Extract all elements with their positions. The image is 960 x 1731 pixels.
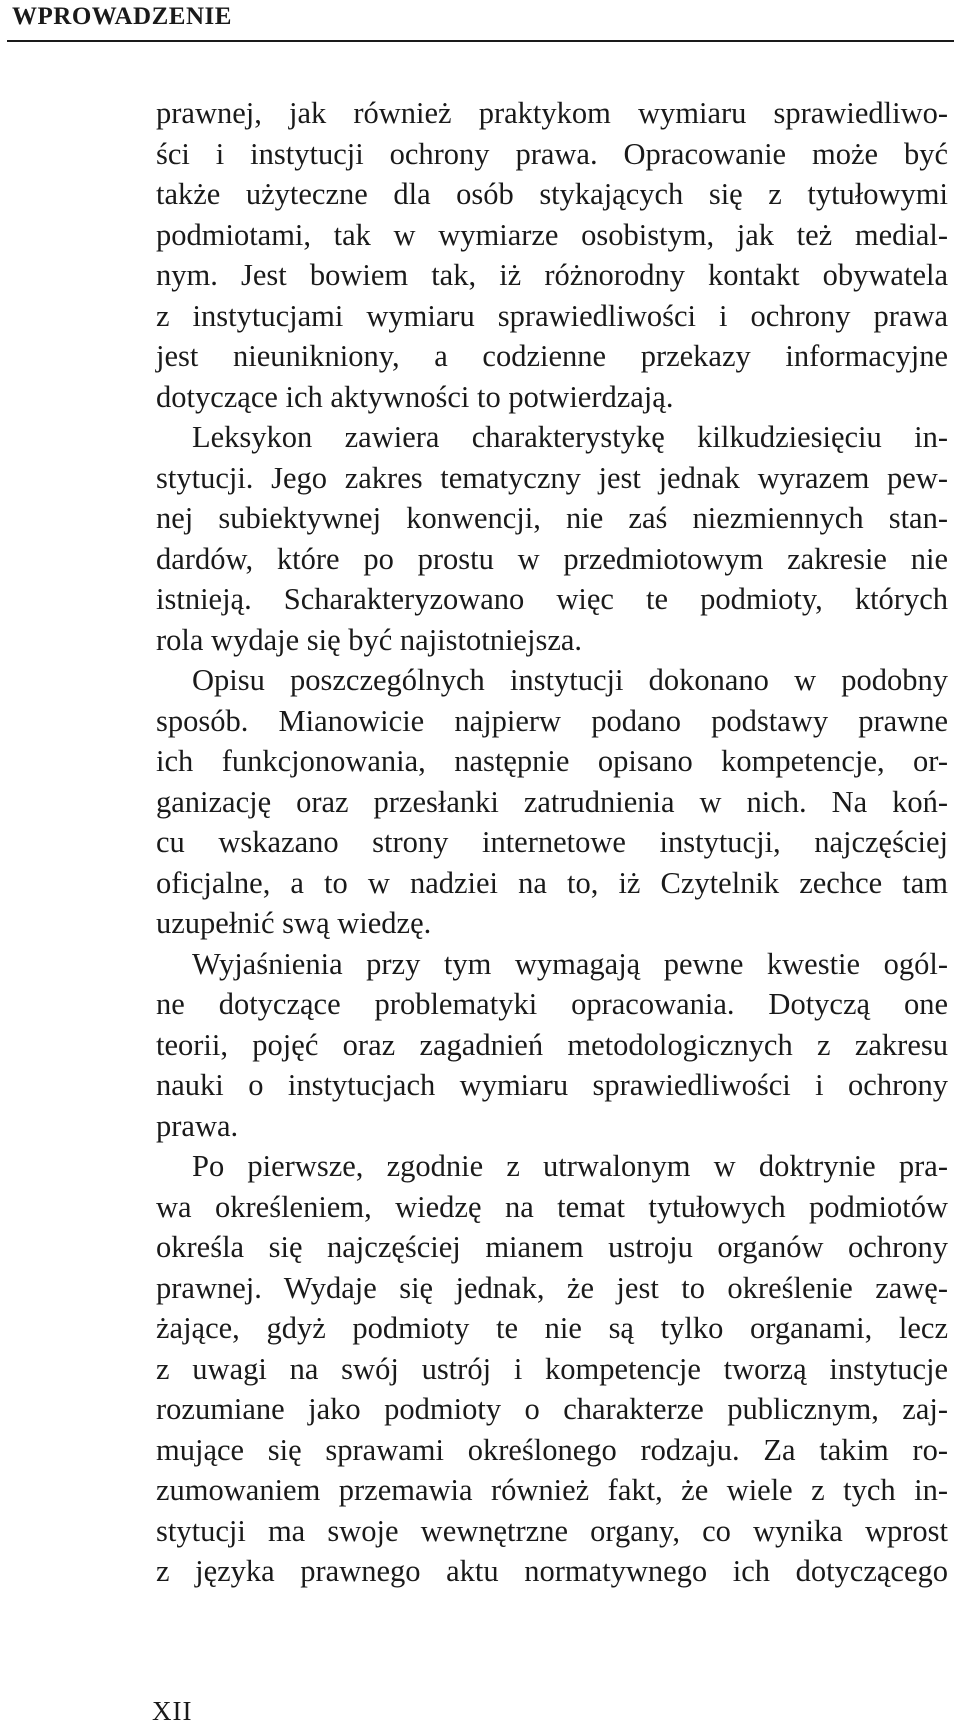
running-head: WPROWADZENIE — [12, 3, 232, 30]
text-line: dardów, które po prostu w przedmiotowym zakresie nie — [156, 541, 948, 576]
text-line: Leksykon zawiera charakterystykę kilkudziesięciu in- — [192, 420, 948, 454]
text-line: ści i instytucji ochrony prawa. Opracowanie może być — [156, 136, 948, 171]
text-line: uzupełnić swą wiedzę. — [156, 906, 432, 940]
text-line: prawa. — [156, 1108, 239, 1143]
text-line: prawnej. Wydaje się jednak, że jest to określenie zawę- — [156, 1270, 948, 1305]
text-line: podmiotami, tak w wymiarze osobistym, jak też medial- — [156, 217, 948, 252]
text-line: z instytucjami wymiaru sprawiedliwości i ochrony prawa — [156, 298, 948, 333]
text-line: teorii, pojęć oraz zagadnień metodologicznych z zakresu — [156, 1027, 948, 1062]
text-line: stytucji ma swoje wewnętrzne organy, co wynika wprost — [156, 1513, 948, 1548]
text-line: nym. Jest bowiem tak, iż różnorodny kontakt obywatela — [156, 258, 948, 292]
text-line: żające, gdyż podmioty te nie są tylko organami, lecz — [156, 1311, 948, 1345]
text-line: dotyczące ich aktywności to potwierdzają. — [156, 379, 674, 414]
text-line: mujące się sprawami określonego rodzaju. Za takim ro- — [156, 1432, 948, 1467]
text-line: także użyteczne dla osób stykających się z tytułowymi — [156, 177, 948, 211]
text-line: Po pierwsze, zgodnie z utrwalonym w doktrynie pra- — [192, 1149, 948, 1183]
body-text — [156, 93, 948, 1592]
text-line: istnieją. Scharakteryzowano więc te podmioty, których — [156, 582, 948, 616]
text-line: z uwagi na swój ustrój i kompetencje tworzą instytucje — [156, 1351, 948, 1386]
text-line: Wyjaśnienia przy tym wymagają pewne kwestie ogól- — [192, 946, 948, 981]
text-line: nej subiektywnej konwencji, nie zaś niezmiennych stan- — [156, 501, 948, 535]
text-line: określa się najczęściej mianem ustroju organów ochrony — [156, 1230, 948, 1264]
text-line: sposób. Mianowicie najpierw podano podstawy prawne — [156, 703, 948, 738]
text-line: wa określeniem, wiedzę na temat tytułowych podmiotów — [156, 1189, 948, 1224]
text-line: ne dotyczące problematyki opracowania. Dotyczą one — [156, 987, 948, 1021]
text-line: ganizację oraz przesłanki zatrudnienia w nich. Na koń- — [156, 784, 948, 819]
text-line: rola wydaje się być najistotniejsza. — [156, 622, 583, 657]
text-line: prawnej, jak również praktykom wymiaru sprawiedliwo- — [156, 96, 948, 130]
text-line: Opisu poszczególnych instytucji dokonano w podobny — [192, 663, 948, 697]
header-rule — [7, 40, 954, 42]
page-number: XII — [152, 1696, 193, 1726]
text-line: jest nieunikniony, a codzienne przekazy informacyjne — [156, 339, 948, 373]
text-line: oficjalne, a to w nadziei na to, iż Czytelnik zechce tam — [156, 865, 948, 900]
text-line: z języka prawnego aktu normatywnego ich dotyczącego — [156, 1554, 948, 1588]
text-line: zumowaniem przemawia również fakt, że wiele z tych in- — [156, 1473, 948, 1507]
text-line: cu wskazano strony internetowe instytucji, najczęściej — [156, 825, 948, 859]
text-line: rozumiane jako podmioty o charakterze publicznym, zaj- — [156, 1392, 948, 1426]
text-line: ich funkcjonowania, następnie opisano kompetencje, or- — [156, 744, 948, 778]
text-line: nauki o instytucjach wymiaru sprawiedliwości i ochrony — [156, 1068, 948, 1102]
text-line: stytucji. Jego zakres tematyczny jest jednak wyrazem pew- — [156, 460, 948, 495]
